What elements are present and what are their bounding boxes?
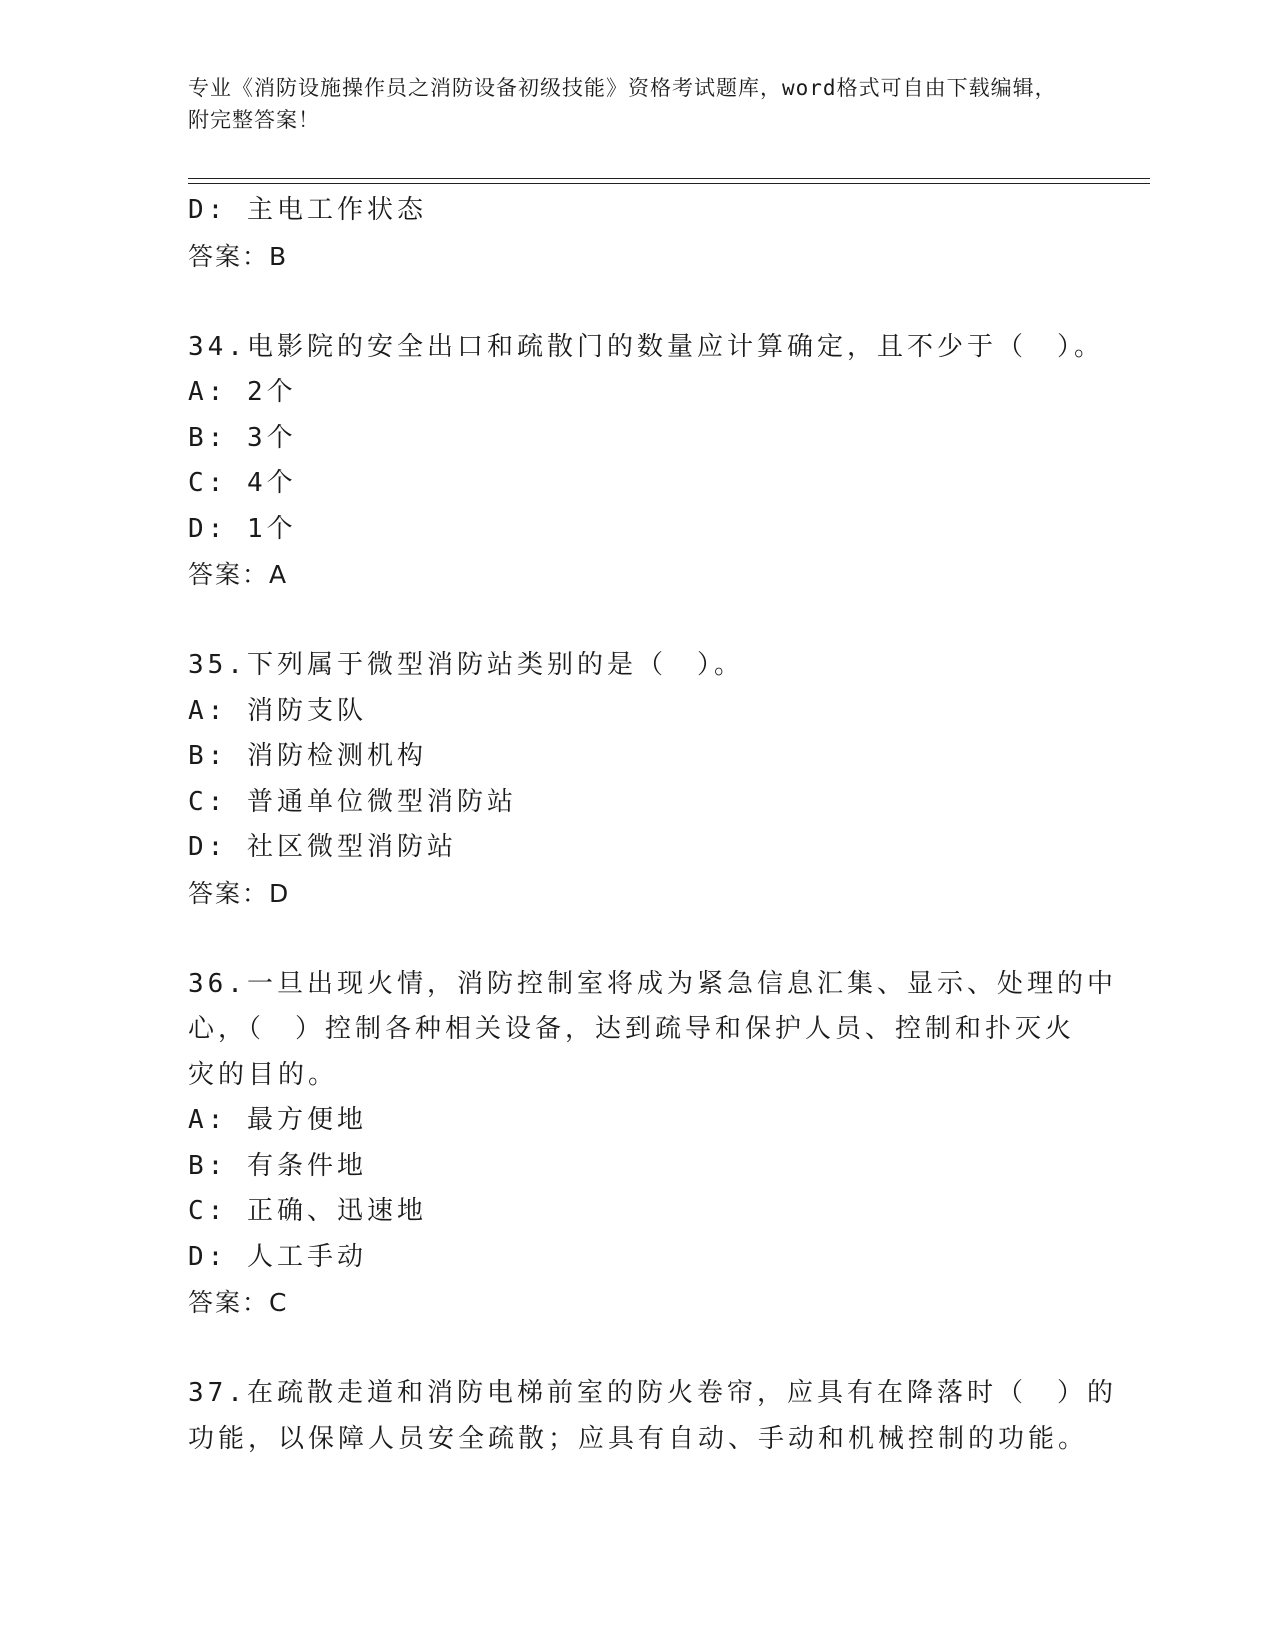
question-stem-line-2: 心，（ ）控制各种相关设备，达到疏导和保护人员、控制和扑灭火 xyxy=(188,1014,1076,1044)
answer: 答案：D xyxy=(188,878,291,908)
spacer xyxy=(188,279,1088,325)
header-text: 专业《消防设施操作员之消防设备初级技能》资格考试题库，word格式可自由下载编辑，附完整答案！ xyxy=(188,76,1057,132)
option-c: C: 普通单位微型消防站 xyxy=(188,786,517,817)
option-b: B: 消防检测机构 xyxy=(188,741,427,771)
option-d: D: 人工手动 xyxy=(188,1241,367,1272)
question-stem: 34.电影院的安全出口和疏散门的数量应计算确定，且不少于（ ）。 xyxy=(188,331,1104,362)
spacer xyxy=(188,916,1088,962)
option-d: D: 1个 xyxy=(188,513,297,544)
question-stem-line-1: 37.在疏散走道和消防电梯前室的防火卷帘，应具有在降落时（ ）的 xyxy=(188,1378,1117,1408)
option-d: D: 社区微型消防站 xyxy=(188,832,457,862)
question-34 xyxy=(188,325,1104,598)
prev-answer: 答案：B xyxy=(188,241,289,271)
question-37 xyxy=(188,1371,1117,1462)
question-stem-line-1: 36.一旦出现火情，消防控制室将成为紧急信息汇集、显示、处理的中 xyxy=(188,968,1117,999)
question-stem: 35.下列属于微型消防站类别的是（ ）。 xyxy=(188,650,744,680)
question-list xyxy=(188,188,1117,1462)
option-b: B: 有条件地 xyxy=(188,1150,367,1181)
option-c: C: 正确、迅速地 xyxy=(188,1196,427,1226)
option-a: A: 2个 xyxy=(188,377,297,407)
spacer xyxy=(188,1326,1088,1372)
document-header xyxy=(188,72,1078,136)
prev-option-d: D: 主电工作状态 xyxy=(188,195,427,225)
spacer xyxy=(188,598,1088,644)
option-a: A: 最方便地 xyxy=(188,1105,367,1135)
header-rule-top xyxy=(188,178,1150,179)
header-rule-bottom xyxy=(188,183,1150,184)
question-35 xyxy=(188,643,1088,916)
answer: 答案：C xyxy=(188,1288,289,1317)
question-stem-line-2: 功能，以保障人员安全疏散；应具有自动、手动和机械控制的功能。 xyxy=(188,1423,1089,1454)
option-a: A: 消防支队 xyxy=(188,695,367,726)
option-b: B: 3个 xyxy=(188,422,297,453)
question-stem-line-3: 灾的目的。 xyxy=(188,1059,339,1090)
question-36 xyxy=(188,962,1117,1326)
answer: 答案：A xyxy=(188,560,289,589)
option-c: C: 4个 xyxy=(188,468,297,498)
